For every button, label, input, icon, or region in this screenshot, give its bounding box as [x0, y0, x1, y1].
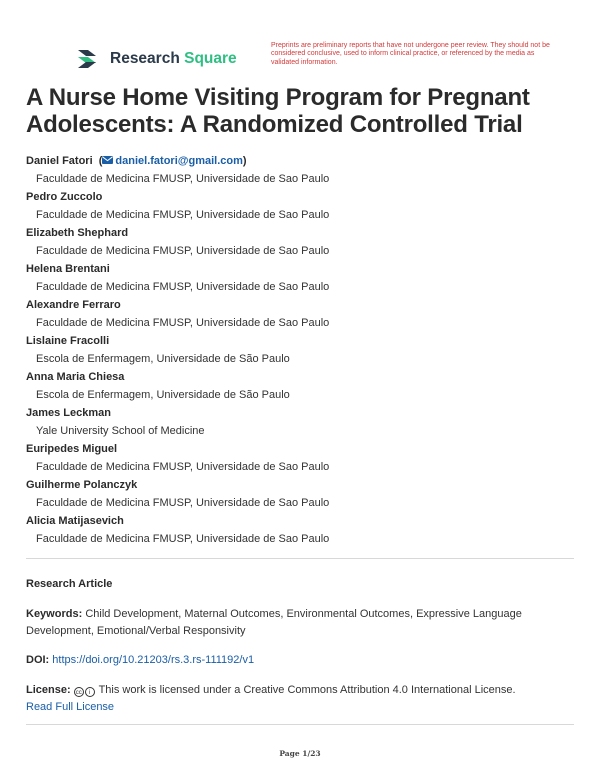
- author-affiliation: Escola de Enfermagem, Universidade de São Paulo: [36, 353, 290, 365]
- envelope-icon: [102, 156, 113, 164]
- author-name: Daniel Fatori ( daniel.fatori@gmail.com): [26, 155, 247, 167]
- author-affiliation: Yale University School of Medicine: [36, 425, 205, 437]
- research-square-logo[interactable]: [76, 46, 237, 72]
- preprint-notice: Preprints are preliminary reports that have not undergone peer review. They should not be considered conclusive, used to inform clinical practice, or referenced by the media as validated information.: [271, 42, 550, 66]
- divider: [26, 558, 574, 559]
- doi-section: [26, 652, 574, 669]
- keywords-label: Keywords:: [26, 608, 83, 620]
- author-name: Alicia Matijasevich: [26, 515, 124, 527]
- author-affiliation: Faculdade de Medicina FMUSP, Universidade de Sao Paulo: [36, 317, 330, 329]
- author-affiliation: Faculdade de Medicina FMUSP, Universidade de Sao Paulo: [36, 173, 330, 185]
- author-affiliation: Faculdade de Medicina FMUSP, Universidade de Sao Paulo: [36, 533, 330, 545]
- author-entry: [26, 440, 566, 476]
- doi-label: DOI:: [26, 654, 50, 666]
- license-section: [26, 682, 574, 716]
- keywords-text: Child Development, Maternal Outcomes, Environmental Outcomes, Expressive Language Development, Emotional/Verbal Responsivity: [26, 608, 522, 637]
- author-entry: [26, 296, 566, 332]
- author-entry: [26, 368, 566, 404]
- license-text: This work is licensed under a Creative Commons Attribution 4.0 International License.: [98, 684, 516, 696]
- author-name-text: Daniel Fatori: [26, 155, 93, 167]
- doi-link[interactable]: https://doi.org/10.21203/rs.3.rs-111192/v1: [52, 654, 255, 666]
- article-type: Research Article: [26, 578, 113, 590]
- author-name: Pedro Zuccolo: [26, 191, 103, 203]
- author-affiliation: Faculdade de Medicina FMUSP, Universidade de Sao Paulo: [36, 461, 330, 473]
- author-name: Guilherme Polanczyk: [26, 479, 138, 491]
- author-name: Anna Maria Chiesa: [26, 371, 125, 383]
- author-name: Helena Brentani: [26, 263, 110, 275]
- author-affiliation: Faculdade de Medicina FMUSP, Universidade de Sao Paulo: [36, 497, 330, 509]
- author-name: Euripedes Miguel: [26, 443, 118, 455]
- page-number: Page 1/23: [279, 749, 321, 758]
- author-entry: [26, 188, 566, 224]
- author-entry: [26, 332, 566, 368]
- author-entry: [26, 224, 566, 260]
- logo-word-square: Square: [184, 50, 237, 67]
- author-affiliation: Faculdade de Medicina FMUSP, Universidade de Sao Paulo: [36, 245, 330, 257]
- author-entry: [26, 476, 566, 512]
- logo-text: [110, 50, 237, 68]
- logo-word-research: Research: [110, 50, 180, 67]
- author-name: Alexandre Ferraro: [26, 299, 121, 311]
- article-type-section: [26, 576, 574, 593]
- author-entry: [26, 260, 566, 296]
- attribution-icon: i: [85, 687, 95, 697]
- author-entry: [26, 152, 566, 188]
- paper-title: A Nurse Home Visiting Program for Pregnant Adolescents: A Randomized Controlled Trial: [26, 84, 530, 138]
- research-square-logo-icon: [76, 46, 104, 72]
- keywords-section: [26, 606, 574, 640]
- author-name: James Leckman: [26, 407, 111, 419]
- divider: [26, 724, 574, 725]
- author-list: [26, 152, 566, 548]
- author-affiliation: Faculdade de Medicina FMUSP, Universidade de Sao Paulo: [36, 281, 330, 293]
- read-full-license-link[interactable]: Read Full License: [26, 701, 115, 713]
- header: [76, 44, 576, 74]
- author-email-link[interactable]: daniel.fatori@gmail.com: [115, 155, 243, 167]
- license-label: License:: [26, 684, 71, 696]
- creative-commons-icon: cc: [74, 687, 84, 697]
- author-affiliation: Faculdade de Medicina FMUSP, Universidade de Sao Paulo: [36, 209, 330, 221]
- author-entry: [26, 512, 566, 548]
- author-entry: [26, 404, 566, 440]
- author-name: Lislaine Fracolli: [26, 335, 110, 347]
- author-name: Elizabeth Shephard: [26, 227, 129, 239]
- author-affiliation: Escola de Enfermagem, Universidade de São Paulo: [36, 389, 290, 401]
